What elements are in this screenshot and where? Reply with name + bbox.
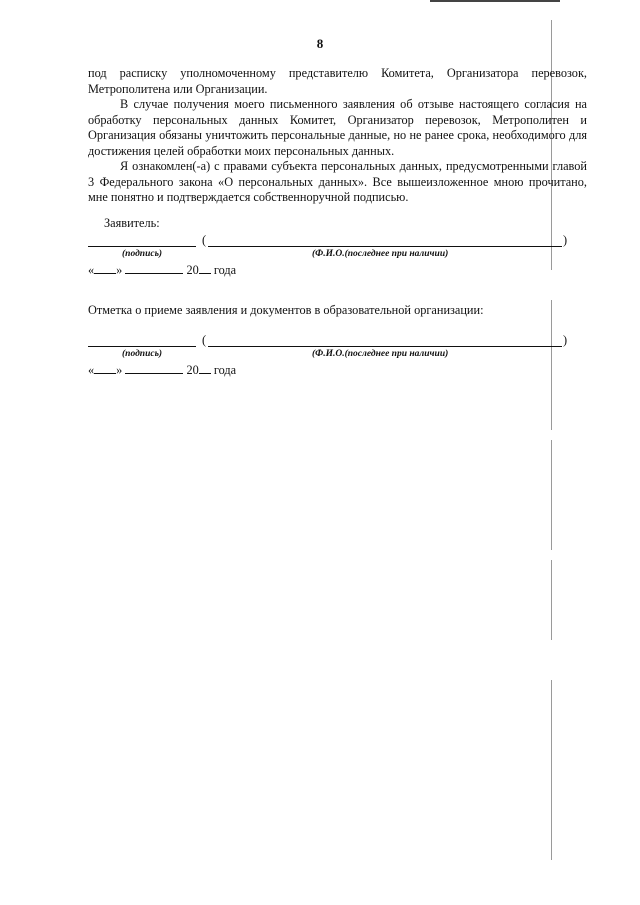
year-suffix: года (213, 263, 237, 277)
scan-edge-top (430, 0, 560, 2)
date-close-quote: » (116, 363, 123, 377)
month-blank[interactable] (125, 362, 183, 374)
acceptance-heading: Отметка о приеме заявления и документов в образовательной организации: (88, 303, 484, 317)
scan-fold-line (551, 560, 552, 640)
year-blank[interactable] (199, 262, 211, 274)
applicant-name-open-paren: ( (202, 233, 207, 247)
scan-fold-line (551, 300, 552, 430)
acceptance-name-close-paren: ) (563, 333, 568, 347)
acceptance-name-caption: (Ф.И.О.(последнее при наличии) (312, 349, 449, 359)
applicant-signature-caption: (подпись) (122, 249, 163, 259)
paragraph-continuation: под расписку уполномоченному представителю Комитета, Организатора перевозок, Метрополитена или Организации. (88, 66, 587, 96)
acceptance-date-field[interactable] (88, 362, 236, 378)
year-prefix: 20 (186, 363, 199, 377)
year-suffix: года (213, 363, 237, 377)
applicant-date-field[interactable] (88, 262, 236, 278)
scan-fold-line (551, 440, 552, 550)
date-open-quote: « (88, 363, 95, 377)
acceptance-name-open-paren: ( (202, 333, 207, 347)
applicant-name-caption: (Ф.И.О.(последнее при наличии) (312, 249, 449, 259)
page-number: 8 (316, 36, 324, 51)
acceptance-name-line[interactable] (208, 346, 562, 347)
acceptance-signature-line[interactable] (88, 346, 196, 347)
month-blank[interactable] (125, 262, 183, 274)
acceptance-signature-caption: (подпись) (122, 349, 163, 359)
applicant-name-close-paren: ) (563, 233, 568, 247)
day-blank[interactable] (94, 262, 116, 274)
date-close-quote: » (116, 263, 123, 277)
applicant-name-line[interactable] (208, 246, 562, 247)
applicant-heading: Заявитель: (104, 216, 160, 230)
year-prefix: 20 (186, 263, 199, 277)
paragraph-rights-acknowledgment: Я ознакомлен(-а) с правами субъекта персональных данных, предусмотренными главой 3 Федерального закона «О персональных данных». Все вышеизложенное мною прочитано, мне понятно и подтверждается собственноручной подписью. (88, 159, 587, 204)
day-blank[interactable] (94, 362, 116, 374)
applicant-signature-line[interactable] (88, 246, 196, 247)
paragraph-consent-withdrawal: В случае получения моего письменного заявления об отзыве настоящего согласия на обработку персональных данных Комитет, Организатор перевозок, Метрополитен и Организация обязаны уничтожить персональные данные, но не ранее срока, необходимого для достижения целей обработки моих персональных данных. (88, 97, 587, 158)
year-blank[interactable] (199, 362, 211, 374)
scan-fold-line (551, 680, 552, 860)
date-open-quote: « (88, 263, 95, 277)
